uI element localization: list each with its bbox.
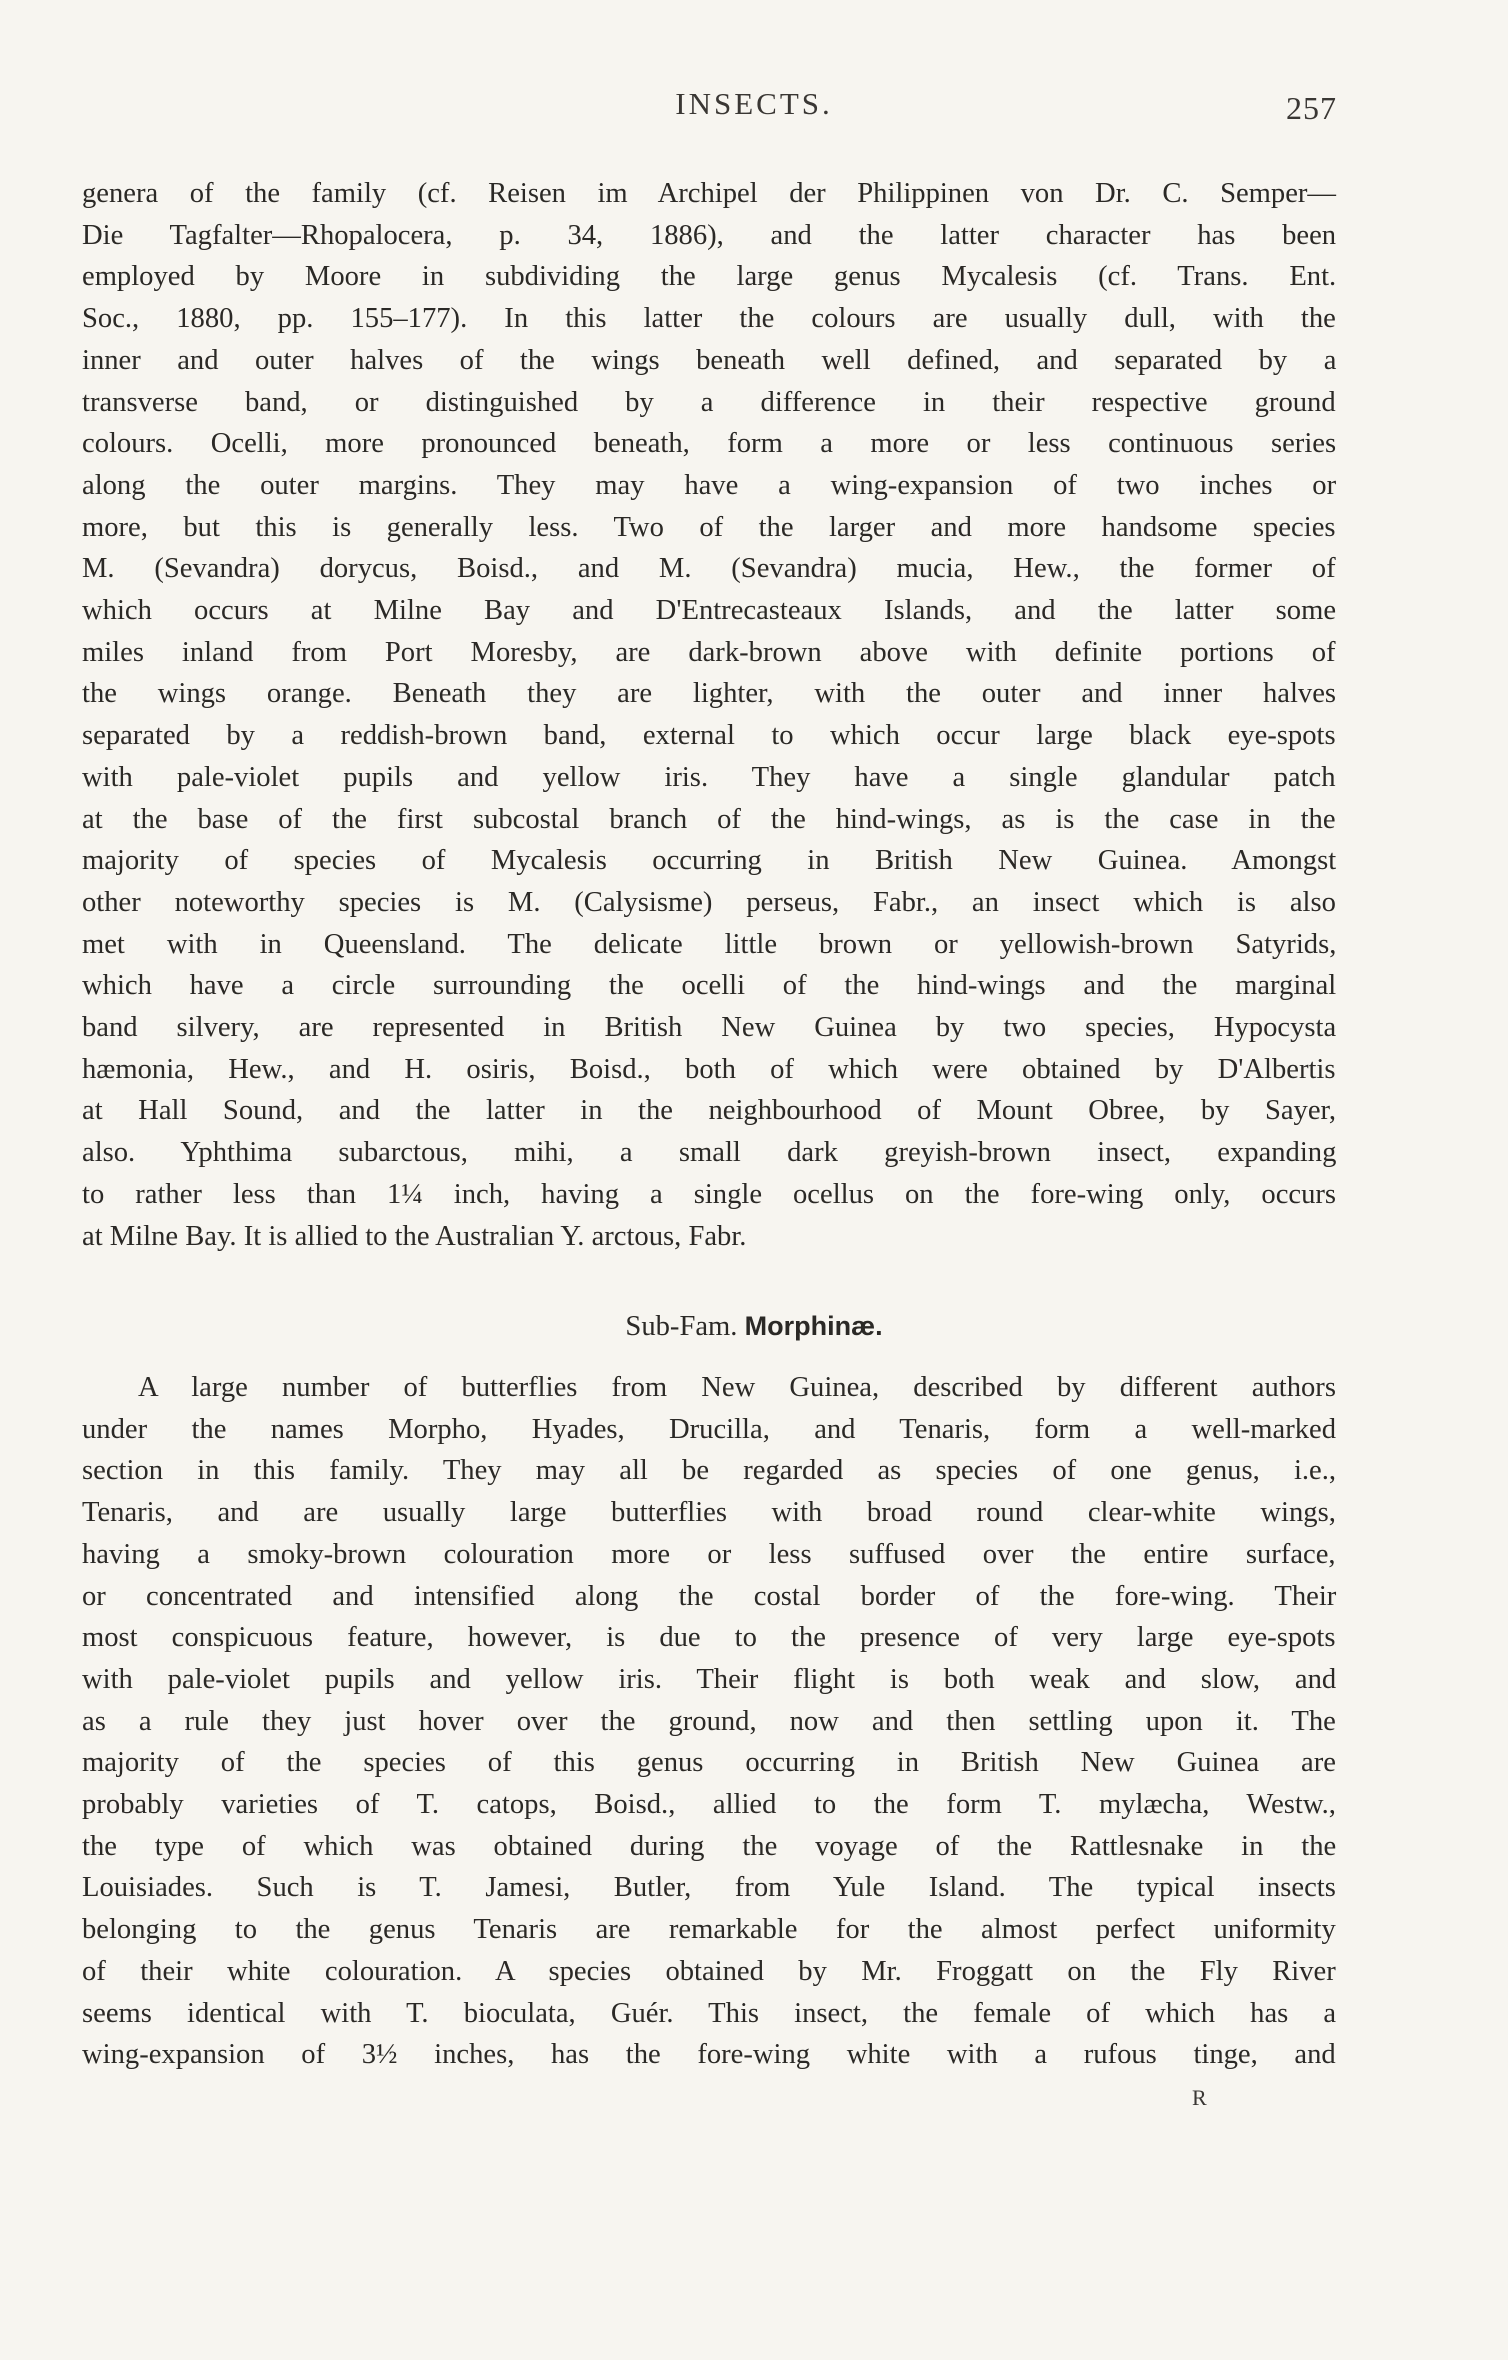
text-line: miles inland from Port Moresby, are dark-brown above with definite portions of [82, 636, 1336, 668]
text-line: M. (Sevandra) dorycus, Boisd., and M. (Sevandra) mucia, Hew., the former of [82, 553, 1336, 585]
section-heading [0, 1311, 1508, 1343]
text-line: Soc., 1880, pp. 155–177). In this latter the colours are usually dull, with the [82, 303, 1336, 335]
text-line: Tenaris, and are usually large butterflies with broad round clear-white wings, [82, 1497, 1336, 1529]
text-line: with pale-violet pupils and yellow iris. They have a single glandular patch [82, 761, 1336, 793]
page-number: 257 [1286, 90, 1337, 126]
text-line: the wings orange. Beneath they are lighter, with the outer and inner halves [82, 678, 1337, 710]
signature-mark: R [1192, 2085, 1207, 2110]
text-line: wing-expansion of 3½ inches, has the fore-wing white with a rufous tinge, and [82, 2039, 1336, 2071]
text-line: the type of which was obtained during the voyage of the Rattlesnake in the [82, 1830, 1337, 1862]
text-line: most conspicuous feature, however, is due to the presence of very large eye-spots [82, 1622, 1336, 1654]
paragraph-morphinae [82, 1367, 1336, 2076]
text-line: Louisiades. Such is T. Jamesi, Butler, from Yule Island. The typical insects [82, 1872, 1336, 1904]
text-line: more, but this is generally less. Two of the larger and more handsome species [82, 511, 1336, 543]
text-line: as a rule they just hover over the ground, now and then settling upon it. The [82, 1705, 1336, 1737]
text-line: to rather less than 1¼ inch, having a single ocellus on the fore-wing only, occurs [82, 1178, 1337, 1210]
text-line: having a smoky-brown colouration more or less suffused over the entire surface, [82, 1538, 1336, 1570]
paragraph-satyrinae [82, 173, 1336, 1257]
running-header: INSECTS. [675, 86, 833, 121]
text-line: separated by a reddish-brown band, external to which occur large black eye-spots [82, 720, 1336, 752]
text-line: met with in Queensland. The delicate little brown or yellowish-brown Satyrids, [82, 928, 1337, 960]
text-line: at the base of the first subcostal branch of the hind-wings, as is the case in the [82, 803, 1336, 835]
text-line: along the outer margins. They may have a wing-expansion of two inches or [82, 469, 1337, 501]
text-line: with pale-violet pupils and yellow iris. Their flight is both weak and slow, and [82, 1663, 1337, 1695]
section-prefix: Sub-Fam. [625, 1311, 738, 1342]
text-line: colours. Ocelli, more pronounced beneath, form a more or less continuous series [82, 428, 1337, 460]
text-line: belonging to the genus Tenaris are remarkable for the almost perfect uniformity [82, 1914, 1336, 1946]
text-line: hæmonia, Hew., and H. osiris, Boisd., both of which were obtained by D'Albertis [82, 1053, 1336, 1085]
text-line: transverse band, or distinguished by a difference in their respective ground [82, 386, 1336, 418]
text-line: which have a circle surrounding the ocelli of the hind-wings and the marginal [82, 970, 1337, 1002]
text-line: majority of the species of this genus occurring in British New Guinea are [82, 1747, 1336, 1779]
text-line: A large number of butterflies from New Guinea, described by different authors [138, 1372, 1336, 1403]
section-name: Morphinæ. [744, 1311, 883, 1341]
text-line: of their white colouration. A species obtained by Mr. Froggatt on the Fly River [82, 1955, 1336, 1987]
text-line: inner and outer halves of the wings beneath well defined, and separated by a [82, 344, 1337, 376]
text-line: also. Yphthima subarctous, mihi, a small dark greyish-brown insect, expanding [82, 1137, 1337, 1169]
text-line: probably varieties of T. catops, Boisd., allied to the form T. mylæcha, Westw., [82, 1789, 1336, 1821]
text-line: under the names Morpho, Hyades, Drucilla, and Tenaris, form a well-marked [82, 1413, 1337, 1445]
text-line: section in this family. They may all be regarded as species of one genus, i.e., [82, 1455, 1337, 1487]
text-line: majority of species of Mycalesis occurring in British New Guinea. Amongst [82, 845, 1337, 877]
text-line: band silvery, are represented in British New Guinea by two species, Hypocysta [82, 1012, 1337, 1044]
text-line: Die Tagfalter—Rhopalocera, p. 34, 1886), and the latter character has been [82, 219, 1337, 251]
text-line: at Milne Bay. It is allied to the Australian Y. arctous, Fabr. [82, 1220, 747, 1252]
text-line: other noteworthy species is M. (Calysisme) perseus, Fabr., an insect which is also [82, 886, 1336, 918]
text-line: employed by Moore in subdividing the large genus Mycalesis (cf. Trans. Ent. [82, 261, 1337, 293]
text-line: genera of the family (cf. Reisen im Archipel der Philippinen von Dr. C. Semper— [82, 178, 1337, 209]
text-line: seems identical with T. bioculata, Guér. This insect, the female of which has a [82, 1997, 1337, 2029]
text-line: or concentrated and intensified along the costal border of the fore-wing. Their [82, 1580, 1337, 1612]
text-line: at Hall Sound, and the latter in the neighbourhood of Mount Obree, by Sayer, [82, 1095, 1337, 1127]
text-line: which occurs at Milne Bay and D'Entrecasteaux Islands, and the latter some [82, 595, 1337, 627]
